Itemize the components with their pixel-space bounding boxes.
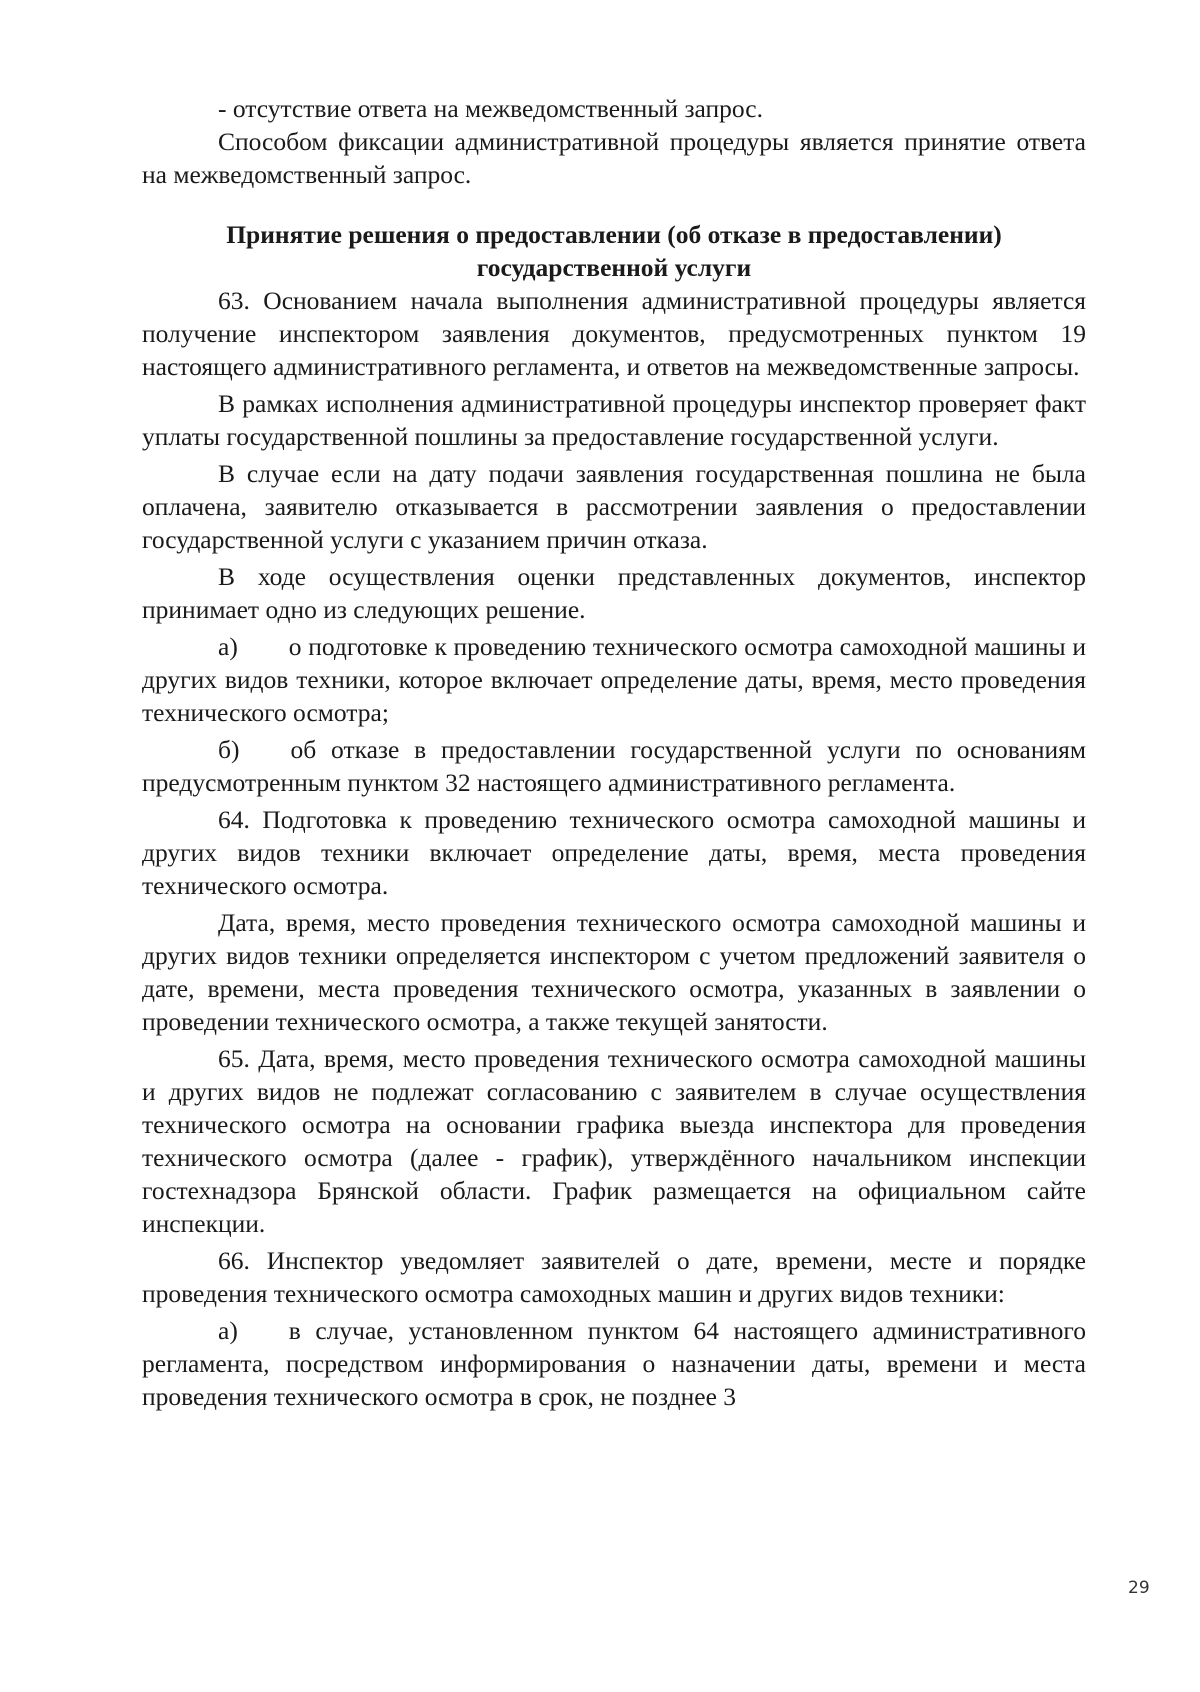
paragraph: Способом фиксации административной процедуры является принятие ответа на межведомственный запрос. bbox=[142, 127, 1086, 189]
paragraph: В рамках исполнения административной процедуры инспектор проверяет факт уплаты государственной пошлины за предоставление государственной услуги. bbox=[142, 389, 1086, 451]
paragraph-64: 64. Подготовка к проведению технического осмотра самоходной машины и других видов техники включает определение даты, время, места проведения технического осмотра. bbox=[142, 805, 1086, 900]
paragraph-63: 63. Основанием начала выполнения административной процедуры является получение инспектором заявления документов, предусмотренных пунктом 19 настоящего административного регламента, и ответов на межведомственные запросы. bbox=[142, 286, 1086, 381]
heading-line: Принятие решения о предоставлении (об отказе в предоставлении) bbox=[226, 220, 1002, 249]
paragraph: Дата, время, место проведения технического осмотра самоходной машины и других видов техники определяется инспектором с учетом предложений заявителя о дате, времени, места проведения технического осмотра, указанных в заявлении о проведении технического осмотра, а также текущей занятости. bbox=[142, 908, 1086, 1036]
paragraph: В случае если на дату подачи заявления государственная пошлина не была оплачена, заявителю отказывается в рассмотрении заявления о предоставлении государственной услуги с указанием причин отказа. bbox=[142, 459, 1086, 554]
list-item-b: б) об отказе в предоставлении государственной услуги по основаниям предусмотренным пунктом 32 настоящего административного регламента. bbox=[142, 735, 1086, 797]
paragraph-66: 66. Инспектор уведомляет заявителей о дате, времени, месте и порядке проведения технического осмотра самоходных машин и других видов техники: bbox=[142, 1246, 1086, 1308]
paragraph-65: 65. Дата, время, место проведения технического осмотра самоходной машины и других видов не подлежат согласованию с заявителем в случае осуществления технического осмотра на основании графика выезда инспектора для проведения технического осмотра (далее - график), утверждённого начальником инспекции гостехнадзора Брянской области. График размещается на официальном сайте инспекции. bbox=[142, 1044, 1086, 1238]
page-number: 29 bbox=[1128, 1578, 1150, 1598]
paragraph: - отсутствие ответа на межведомственный запрос. bbox=[218, 94, 763, 123]
heading-line: государственной услуги bbox=[476, 253, 752, 282]
paragraph: В ходе осуществления оценки представленных документов, инспектор принимает одно из следующих решение. bbox=[142, 562, 1086, 624]
list-item-a: а) в случае, установленном пунктом 64 настоящего административного регламента, посредством информирования о назначении даты, времени и места проведения технического осмотра в срок, не позднее 3 bbox=[142, 1316, 1086, 1411]
section-heading bbox=[142, 218, 1086, 284]
document-body bbox=[142, 92, 1086, 1413]
list-item-a: а) о подготовке к проведению технического осмотра самоходной машины и других видов техники, которое включает определение даты, время, место проведения технического осмотра; bbox=[142, 632, 1086, 727]
